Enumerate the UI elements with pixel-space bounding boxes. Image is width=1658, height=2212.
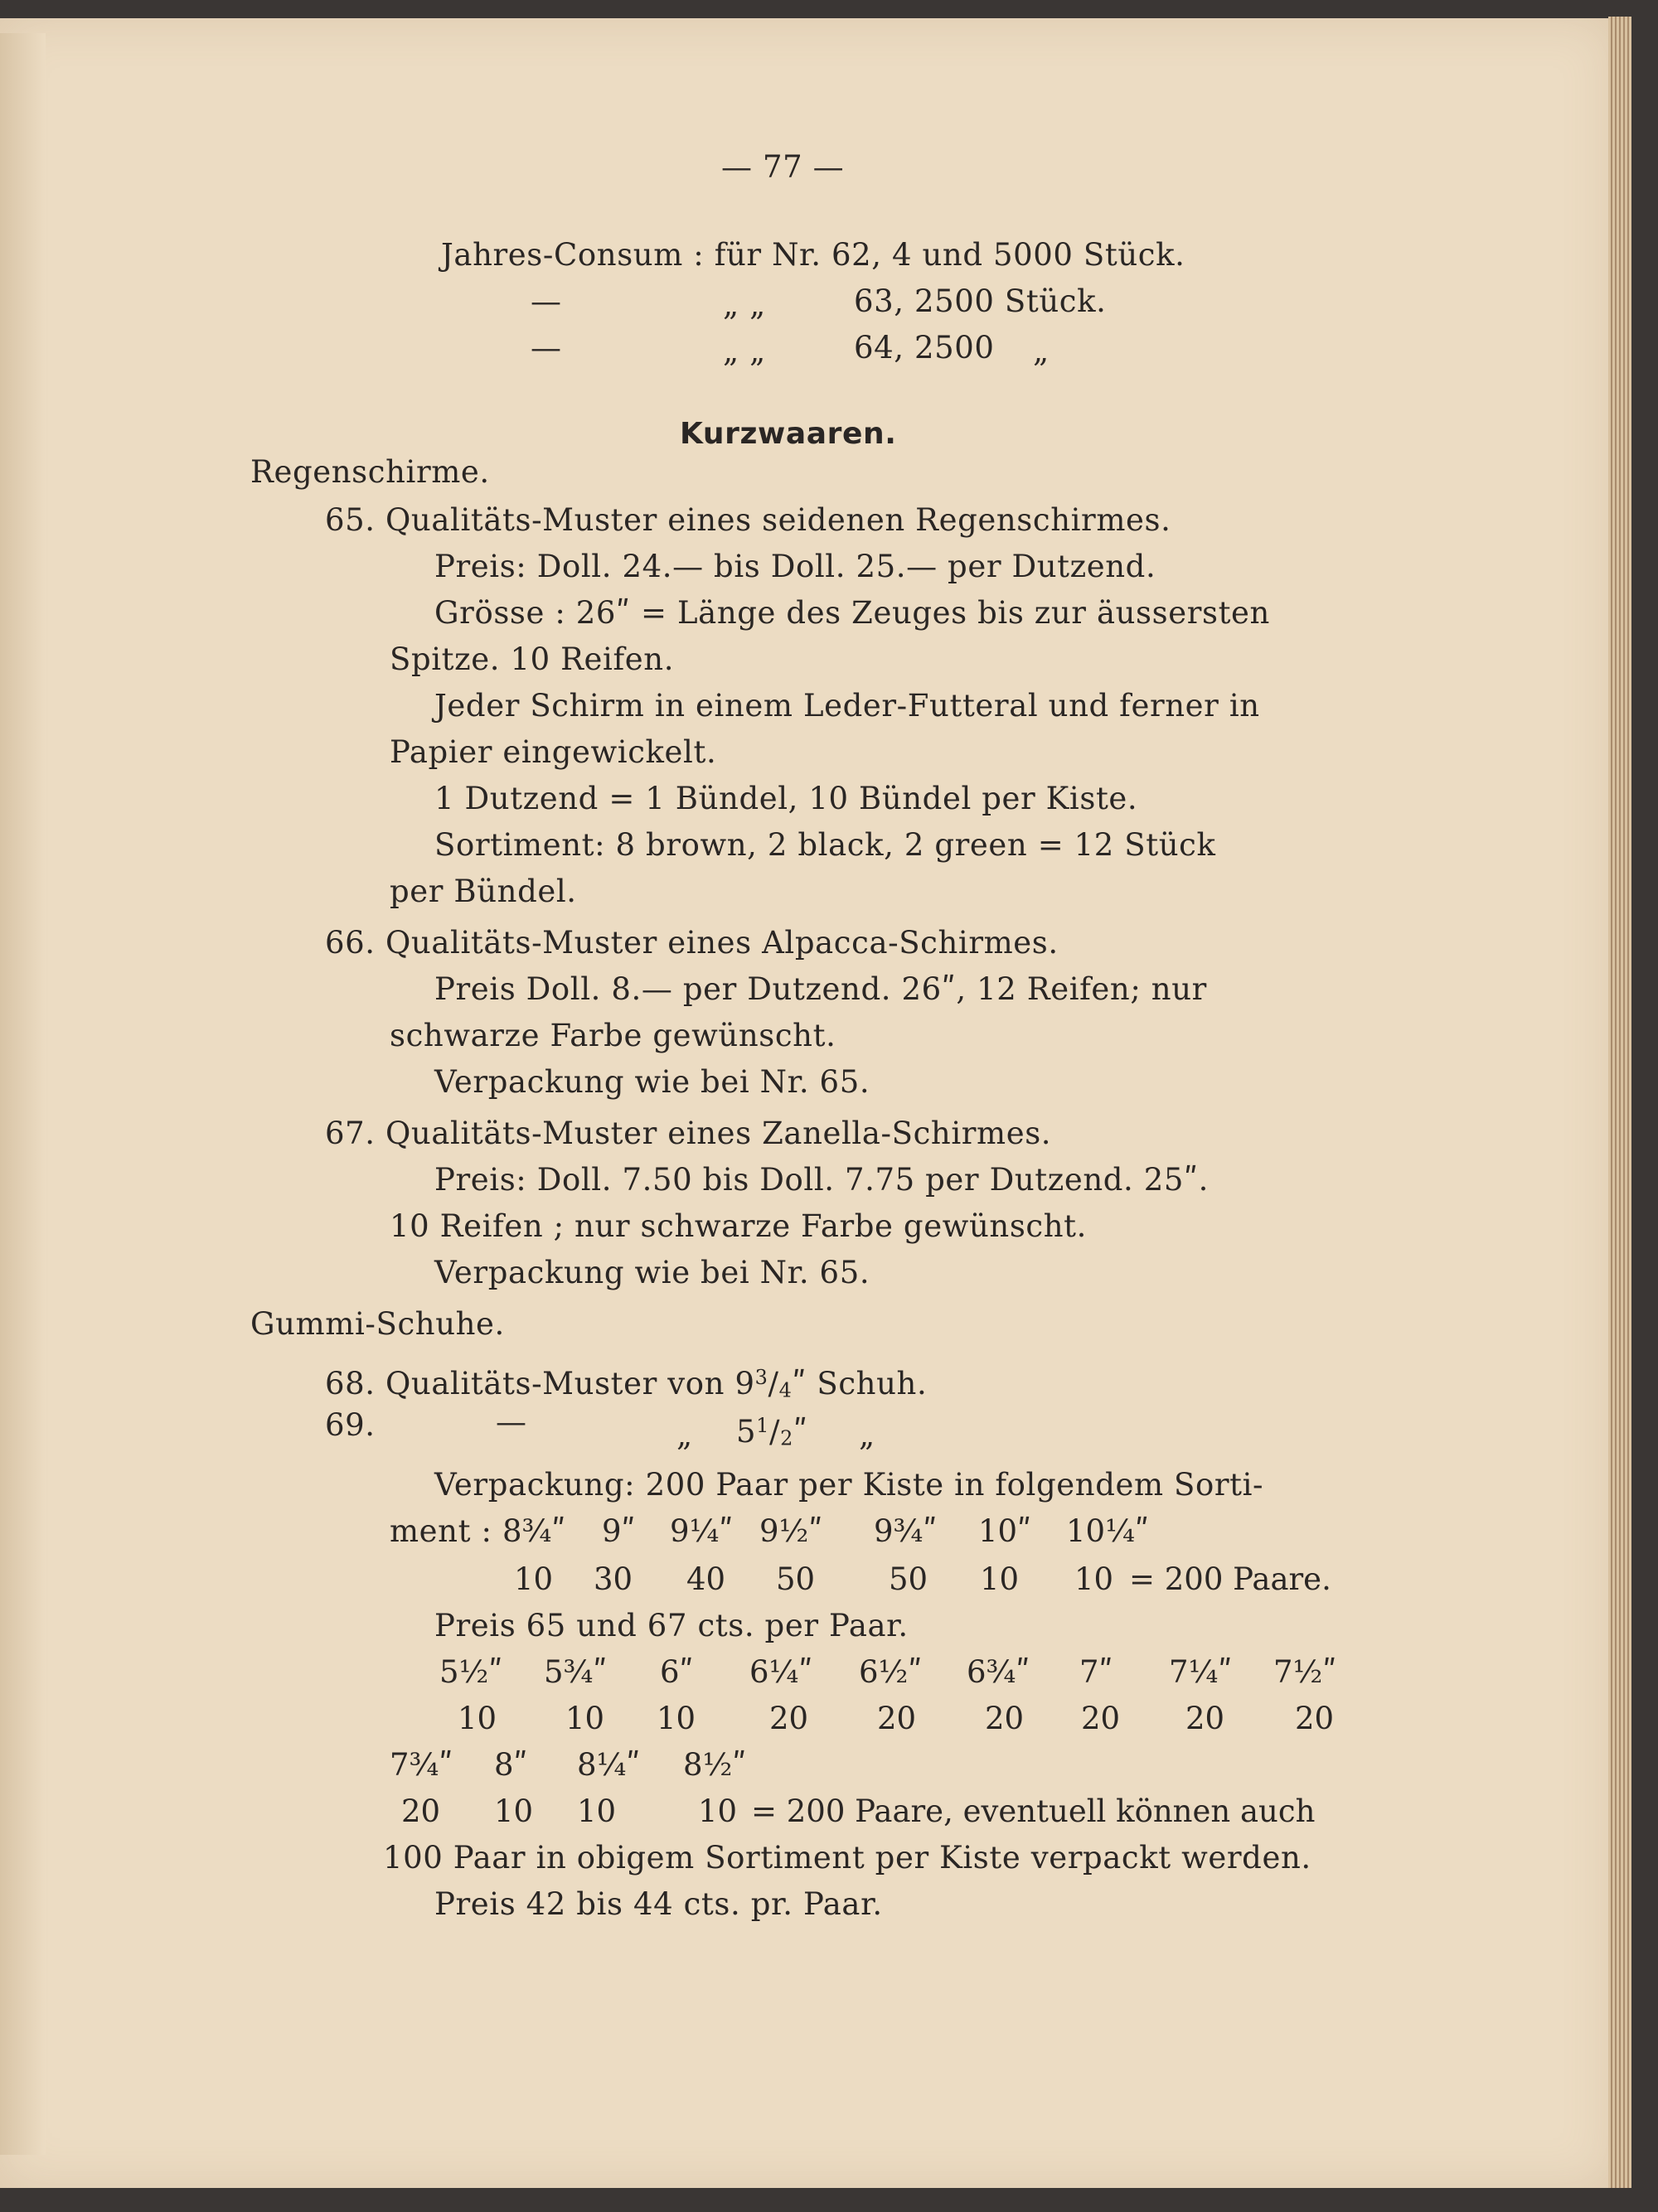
consumption-line-2: 63, 2500 Stück.	[854, 283, 1107, 319]
size-cell: 8½ʺ	[683, 1747, 747, 1783]
size-cell: 10ʺ	[978, 1513, 1032, 1549]
size-cell: 9¼ʺ	[670, 1513, 734, 1549]
size-cell: 5¾ʺ	[544, 1654, 608, 1690]
count-cell: 10	[980, 1561, 1020, 1597]
category-umbrellas: Regenschirme.	[250, 454, 490, 490]
item-69-prime: ʺ	[793, 1414, 808, 1450]
size-cell: 6½ʺ	[859, 1654, 923, 1690]
item-67-line-3: 10 Reifen ; nur schwarze Farbe gewünscht.	[390, 1208, 1087, 1244]
count-cell: 20	[985, 1701, 1025, 1736]
page-number: — 77 —	[721, 149, 845, 185]
price-line-2: Preis 42 bis 44 cts. pr. Paar.	[434, 1886, 883, 1922]
item-67-line-4: Verpackung wie bei Nr. 65.	[434, 1255, 870, 1290]
item-69-sub: 2	[780, 1426, 793, 1450]
item-69-size: $5^1/2ʺ$	[736, 1414, 808, 1450]
count-cell: 10	[698, 1793, 738, 1829]
count-cell: 10	[577, 1793, 617, 1829]
count-cell: 50	[889, 1561, 928, 1597]
count-cell: 20	[1081, 1701, 1121, 1736]
consumption-dash-3: —	[531, 330, 562, 365]
item-66-line-3: schwarze Farbe gewünscht.	[390, 1018, 836, 1053]
size-cell: 7¾ʺ	[390, 1747, 453, 1783]
item-68-line	[325, 1359, 927, 1409]
size-cell: 7ʺ	[1079, 1654, 1113, 1690]
count-cell: 20	[1185, 1701, 1225, 1736]
count-cell: 40	[686, 1561, 726, 1597]
size-cell: 6¼ʺ	[749, 1654, 813, 1690]
count-cell: 20	[401, 1793, 441, 1829]
item-69-number: 69.	[325, 1407, 376, 1443]
count-cell: 10	[657, 1701, 696, 1736]
item-68-slash: /	[768, 1366, 779, 1401]
item-69-sup: 1	[756, 1414, 770, 1437]
count-cell: 30	[594, 1561, 633, 1597]
item-65-line-5: Jeder Schirm in einem Leder-Futteral und ferner in	[434, 688, 1260, 724]
count-cell: 10	[458, 1701, 497, 1736]
size-cell: 6¾ʺ	[967, 1654, 1030, 1690]
item-65-line-6: Papier eingewickelt.	[390, 734, 717, 770]
size-cell: 7¼ʺ	[1169, 1654, 1233, 1690]
total-cell: = 200 Paare, eventuell können auch	[751, 1793, 1316, 1829]
count-cell: 10	[1074, 1561, 1114, 1597]
count-cell: 50	[776, 1561, 816, 1597]
section-title: Kurzwaaren.	[680, 417, 897, 451]
item-68-sup: 3	[754, 1366, 768, 1389]
packing-line-1: Verpackung: 200 Paar per Kiste in folgendem Sorti-	[434, 1467, 1264, 1503]
item-65-line-4: Spitze. 10 Reifen.	[390, 641, 675, 677]
size-cell: 5½ʺ	[439, 1654, 503, 1690]
page-gutter	[0, 33, 46, 2155]
item-68-post: ʺ Schuh.	[792, 1366, 928, 1401]
category-rubber-shoes: Gummi-Schuhe.	[250, 1306, 505, 1342]
size-cell: 10¼ʺ	[1066, 1513, 1149, 1549]
item-65-line-7: 1 Dutzend = 1 Bündel, 10 Bündel per Kiste.	[434, 781, 1138, 816]
item-66-line-1: 66. Qualitäts-Muster eines Alpacca-Schirmes.	[325, 925, 1059, 961]
consumption-dash-2: —	[531, 283, 562, 319]
size-cell: 9¾ʺ	[874, 1513, 938, 1549]
count-cell: 10	[494, 1793, 534, 1829]
item-66-line-4: Verpackung wie bei Nr. 65.	[434, 1064, 870, 1100]
count-cell: 20	[877, 1701, 917, 1736]
size-cell: 7½ʺ	[1273, 1654, 1337, 1690]
consumption-line-3: 64, 2500	[854, 330, 995, 365]
price-line-1: Preis 65 und 67 cts. per Paar.	[434, 1608, 909, 1643]
item-65-line-1: 65. Qualitäts-Muster eines seidenen Regenschirmes.	[325, 502, 1171, 538]
size-cell: 8ʺ	[494, 1747, 528, 1783]
item-65-line-8: Sortiment: 8 brown, 2 black, 2 green = 12 Stück	[434, 827, 1216, 863]
consumption-line-1: Jahres-Consum : für Nr. 62, 4 und 5000 Stück.	[441, 237, 1185, 273]
consumption-quotes-3b: „	[1033, 333, 1050, 369]
item-67-line-1: 67. Qualitäts-Muster eines Zanella-Schirmes.	[325, 1116, 1052, 1151]
consumption-quotes-2: „ „	[723, 287, 766, 322]
item-69-dash: —	[496, 1404, 527, 1440]
size-cell: 6ʺ	[660, 1654, 694, 1690]
count-cell: 10	[514, 1561, 554, 1597]
count-cell: 20	[769, 1701, 809, 1736]
item-69-val: 5	[736, 1414, 757, 1450]
page-edges	[1608, 17, 1631, 2188]
packing-ment-label: ment :	[390, 1513, 492, 1549]
count-cell: 20	[1295, 1701, 1335, 1736]
item-65-line-2: Preis: Doll. 24.— bis Doll. 25.— per Dutzend.	[434, 549, 1156, 584]
item-67-line-2: Preis: Doll. 7.50 bis Doll. 7.75 per Dutzend. 25ʺ.	[434, 1162, 1210, 1198]
item-65-line-3: Grösse : 26ʺ = Länge des Zeuges bis zur äussersten	[434, 595, 1270, 631]
packing-last-line: 100 Paar in obigem Sortiment per Kiste verpackt werden.	[383, 1840, 1311, 1876]
size-cell: 9ʺ	[602, 1513, 636, 1549]
item-68-sub: 4	[778, 1378, 793, 1402]
item-66-line-2: Preis Doll. 8.— per Dutzend. 26ʺ, 12 Reifen; nur	[434, 971, 1207, 1007]
consumption-quotes-3: „ „	[723, 333, 766, 369]
item-65-line-9: per Bündel.	[390, 874, 577, 909]
item-69-quote-1: „	[676, 1417, 693, 1453]
item-68-pre: 68. Qualitäts-Muster von 9	[325, 1366, 755, 1401]
item-69-quote-2: „	[859, 1417, 875, 1453]
size-cell: 8¾ʺ	[502, 1513, 566, 1549]
count-cell: 10	[565, 1701, 605, 1736]
size-cell: 8¼ʺ	[577, 1747, 641, 1783]
total-cell: = 200 Paare.	[1129, 1561, 1331, 1597]
size-cell: 9½ʺ	[759, 1513, 823, 1549]
